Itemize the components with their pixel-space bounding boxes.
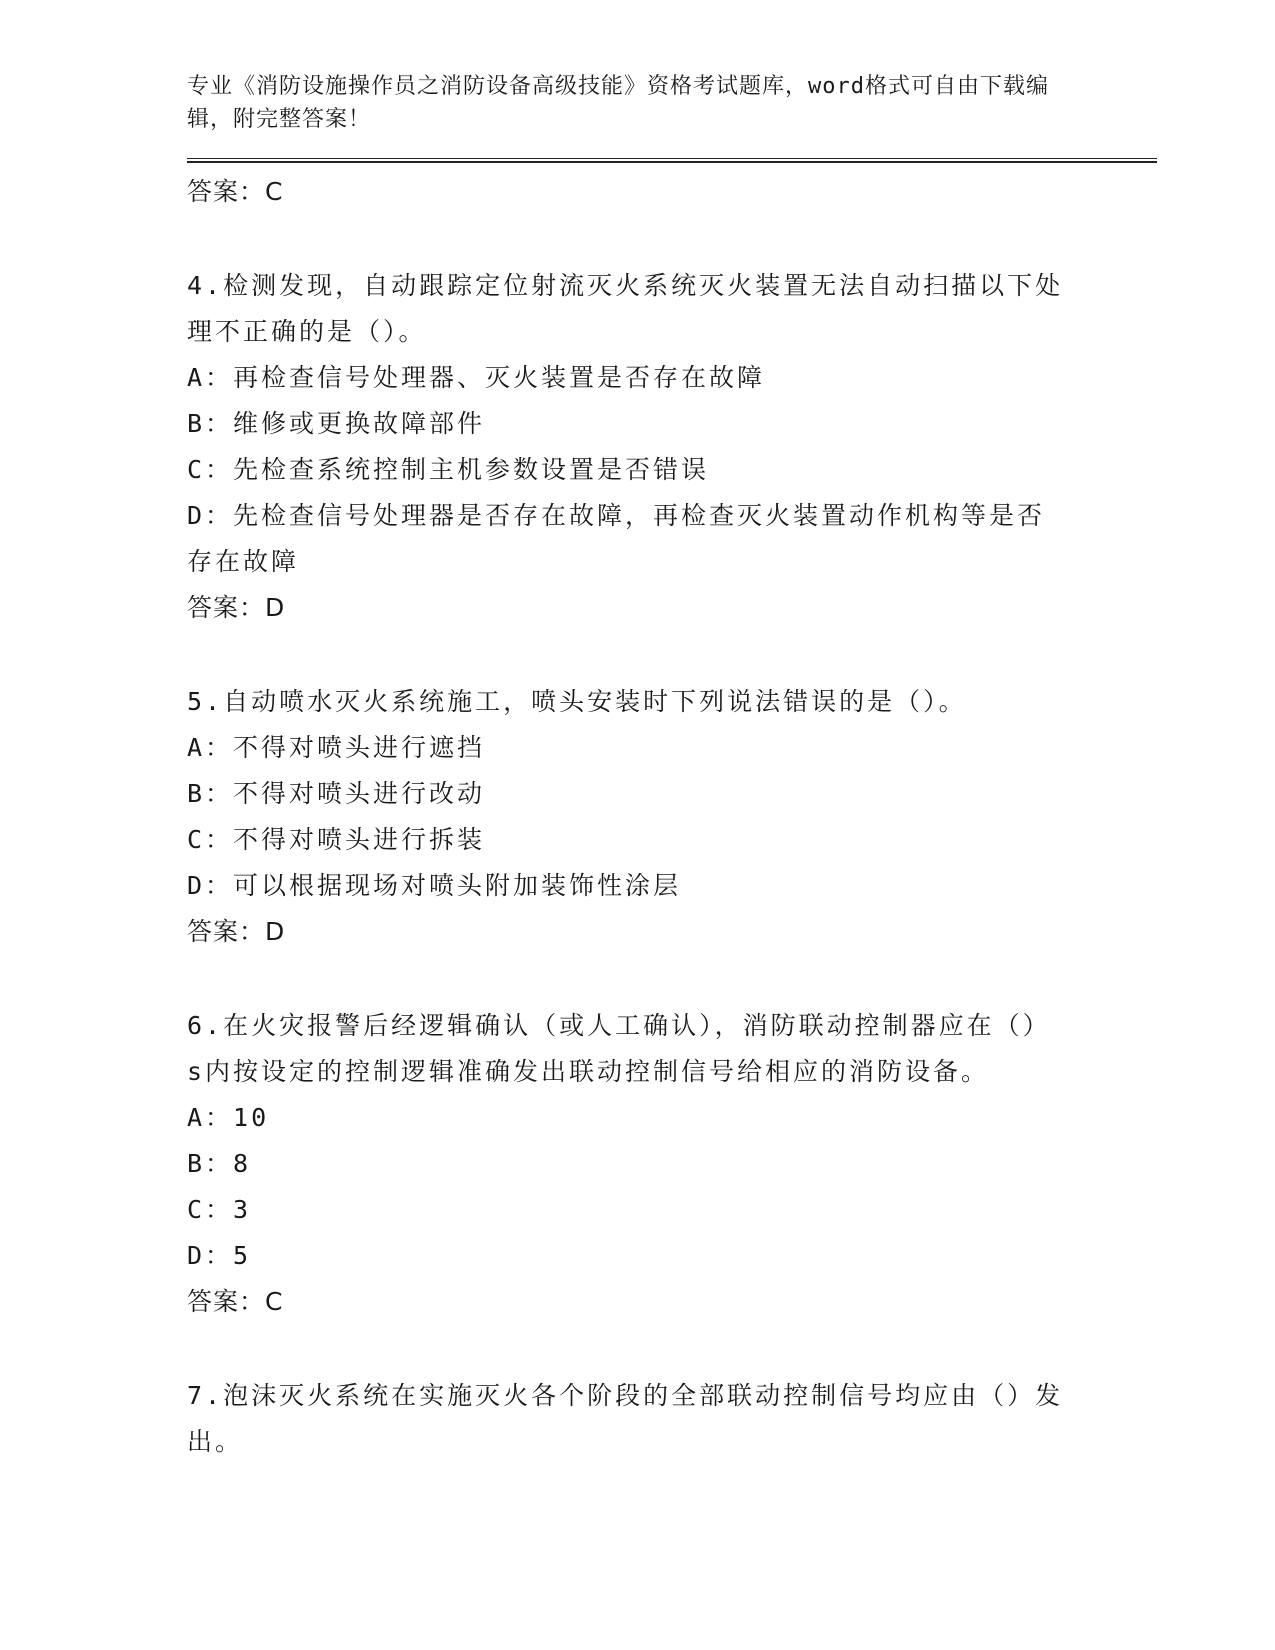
answer-line: 答案：D (187, 917, 286, 946)
answer-line: 答案：C (187, 1287, 284, 1316)
document-page (187, 70, 1157, 1465)
question-7 (187, 1373, 1157, 1465)
option-a: A：10 (187, 1103, 270, 1132)
header-divider (187, 158, 1157, 163)
option-b: B：维修或更换故障部件 (187, 409, 486, 438)
answer-line: 答案：C (187, 177, 284, 206)
question-stem: 6.在火灾报警后经逻辑确认（或人工确认），消防联动控制器应在（）s内按设定的控制逻辑准确发出联动控制信号给相应的消防设备。 (187, 1011, 1051, 1086)
question-4 (187, 263, 1157, 631)
option-c: C：不得对喷头进行拆装 (187, 825, 486, 854)
answer-line: 答案：D (187, 593, 286, 622)
option-d: D：先检查信号处理器是否存在故障，再检查灭火装置动作机构等是否存在故障 (187, 501, 1046, 576)
option-a: A：再检查信号处理器、灭火装置是否存在故障 (187, 363, 766, 392)
option-a: A：不得对喷头进行遮挡 (187, 733, 486, 762)
option-d: D：可以根据现场对喷头附加装饰性涂层 (187, 871, 682, 900)
option-b: B：8 (187, 1149, 252, 1178)
option-c: C：先检查系统控制主机参数设置是否错误 (187, 455, 710, 484)
question-5 (187, 679, 1157, 955)
question-stem: 7.泡沫灭火系统在实施灭火各个阶段的全部联动控制信号均应由（）发出。 (187, 1381, 1064, 1456)
question-stem: 4.检测发现，自动跟踪定位射流灭火系统灭火装置无法自动扫描以下处理不正确的是（）。 (187, 271, 1064, 346)
question-6 (187, 1003, 1157, 1325)
option-d: D：5 (187, 1241, 252, 1270)
option-b: B：不得对喷头进行改动 (187, 779, 486, 808)
question-stem: 5.自动喷水灭火系统施工，喷头安装时下列说法错误的是（）。 (187, 687, 967, 716)
option-c: C：3 (187, 1195, 252, 1224)
document-header: 专业《消防设施操作员之消防设备高级技能》资格考试题库，word格式可自由下载编辑，附完整答案！ (187, 74, 1049, 132)
